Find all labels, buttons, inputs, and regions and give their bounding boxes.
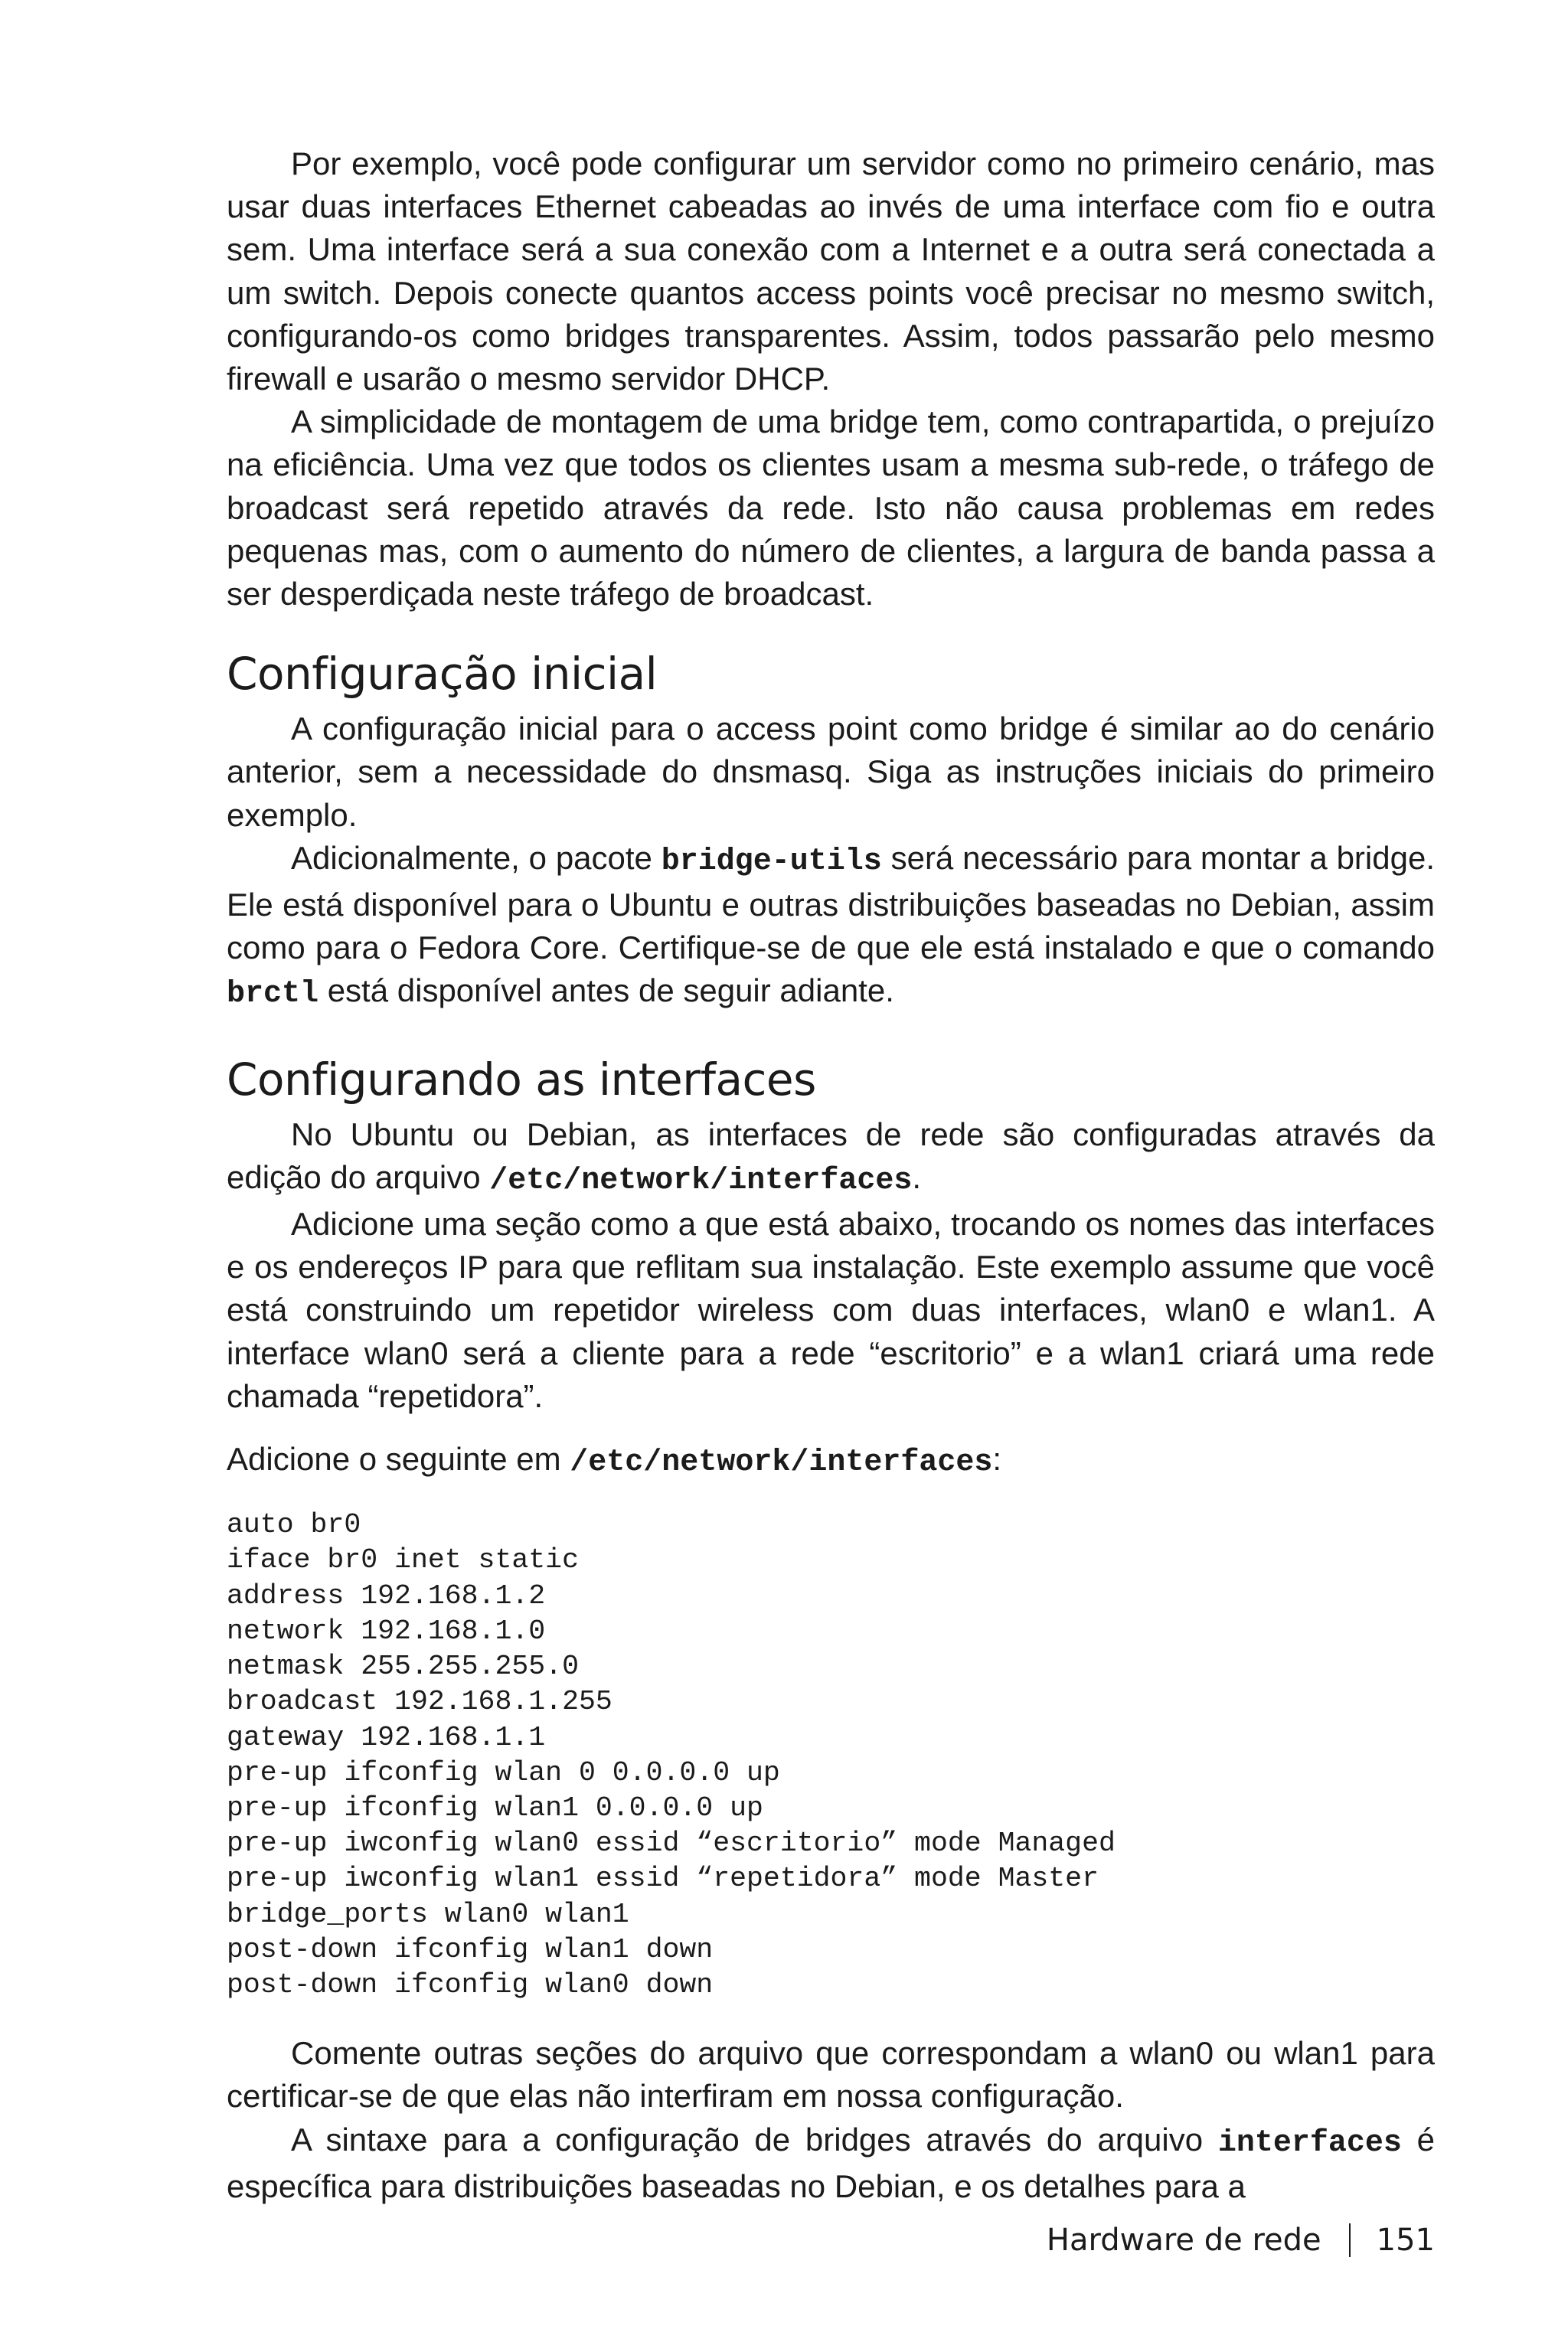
footer-page-number: 151 <box>1376 2223 1435 2258</box>
paragraph-interfaces-4 <box>227 2118 1435 2208</box>
paragraph-code-intro <box>227 1438 1435 1485</box>
text-run: Adicione o seguinte em <box>227 1441 570 1478</box>
code-line: post-down ifconfig wlan1 down <box>227 1933 714 1965</box>
paragraph-intro-1: Por exemplo, você pode configurar um servidor como no primeiro cenário, mas usar duas interfaces Ethernet cabeadas ao invés de uma interface com fio e outra sem. Uma interface será a sua conexão com a Internet e a outra será conectada a um switch. Depois conecte quantos access points você precisar no mesmo switch, configurando-os como bridges transparentes. Assim, todos passarão pelo mesmo firewall e usarão o mesmo servidor DHCP. <box>227 145 1435 397</box>
code-line: pre-up iwconfig wlan1 essid “repetidora” mode Master <box>227 1863 1099 1895</box>
section-heading-configurando-interfaces: Configurando as interfaces <box>227 1053 816 1106</box>
paragraph-interfaces-1 <box>227 1113 1435 1203</box>
code-line: broadcast 192.168.1.255 <box>227 1686 612 1718</box>
code-line: pre-up ifconfig wlan 0 0.0.0.0 up <box>227 1756 780 1788</box>
section-heading-configuracao-inicial: Configuração inicial <box>227 648 658 701</box>
code-line: bridge_ports wlan0 wlan1 <box>227 1898 629 1930</box>
footer-chapter-title: Hardware de rede <box>1046 2223 1321 2258</box>
text-run: A sintaxe para a configuração de bridges através do arquivo <box>291 2121 1218 2158</box>
inline-code-interfaces-path: /etc/network/interfaces <box>570 1446 993 1481</box>
paragraph-interfaces-2: Adicione uma seção como a que está abaixo, trocando os nomes das interfaces e os endereços IP para que reflitam sua instalação. Este exemplo assume que você está construindo um repetidor wireless com duas interfaces, wlan0 e wlan1. A interface wlan0 será a cliente para a rede “escritorio” e a wlan1 criará uma rede chamada “repetidora”. <box>227 1206 1435 1414</box>
page-content <box>227 142 1435 2208</box>
paragraph-config-inicial-1: A configuração inicial para o access point como bridge é similar ao do cenário anterior, sem a necessidade do dnsmasq. Siga as instruções iniciais do primeiro exemplo. <box>227 710 1435 833</box>
paragraph-intro-2: A simplicidade de montagem de uma bridge tem, como contrapartida, o prejuízo na eficiência. Uma vez que todos os clientes usam a mesma sub-rede, o tráfego de broadcast será repetido através da rede. Isto não causa problemas em redes pequenas mas, com o aumento do número de clientes, a largura de banda passa a ser desperdiçada neste tráfego de broadcast. <box>227 403 1435 612</box>
text-run: será necessário para montar a bridge. Ele está disponível para o Ubuntu e outras distribuições baseadas no Debian, assim como para o Fedora Core. Certifique-se de que ele está instalado e que o comando <box>227 839 1435 966</box>
code-line: post-down ifconfig wlan0 down <box>227 1968 714 2001</box>
code-line: pre-up ifconfig wlan1 0.0.0.0 up <box>227 1792 763 1824</box>
inline-code-interfaces-path: /etc/network/interfaces <box>489 1163 913 1198</box>
code-line: network 192.168.1.0 <box>227 1615 546 1647</box>
text-run: No Ubuntu ou Debian, as interfaces de rede são configuradas através da edição do arquivo <box>227 1116 1435 1195</box>
code-line: iface br0 inet static <box>227 1544 579 1576</box>
code-line: netmask 255.255.255.0 <box>227 1651 579 1683</box>
code-block <box>227 1508 1435 2003</box>
code-line: address 192.168.1.2 <box>227 1579 546 1612</box>
page-footer <box>1047 2220 1435 2260</box>
code-line: pre-up iwconfig wlan0 essid “escritorio” mode Managed <box>227 1828 1116 1860</box>
paragraph-interfaces-3: Comente outras seções do arquivo que correspondam a wlan0 ou wlan1 para certificar-se de que elas não interfiram em nossa configuração. <box>227 2035 1435 2115</box>
text-run: : <box>992 1441 1002 1478</box>
code-line: gateway 192.168.1.1 <box>227 1721 546 1753</box>
inline-code-brctl: brctl <box>227 977 319 1012</box>
text-run: Adicionalmente, o pacote <box>291 839 662 876</box>
inline-code-interfaces: interfaces <box>1217 2125 1402 2161</box>
paragraph-config-inicial-2 <box>227 837 1435 1017</box>
footer-separator <box>1349 2223 1351 2257</box>
text-run: está disponível antes de seguir adiante. <box>318 972 894 1009</box>
code-line: auto br0 <box>227 1509 361 1541</box>
inline-code-bridge-utils: bridge-utils <box>661 844 882 879</box>
text-run: é específica para distribuições baseadas no Debian, e os detalhes para a <box>227 2121 1435 2204</box>
text-run: . <box>912 1158 922 1195</box>
